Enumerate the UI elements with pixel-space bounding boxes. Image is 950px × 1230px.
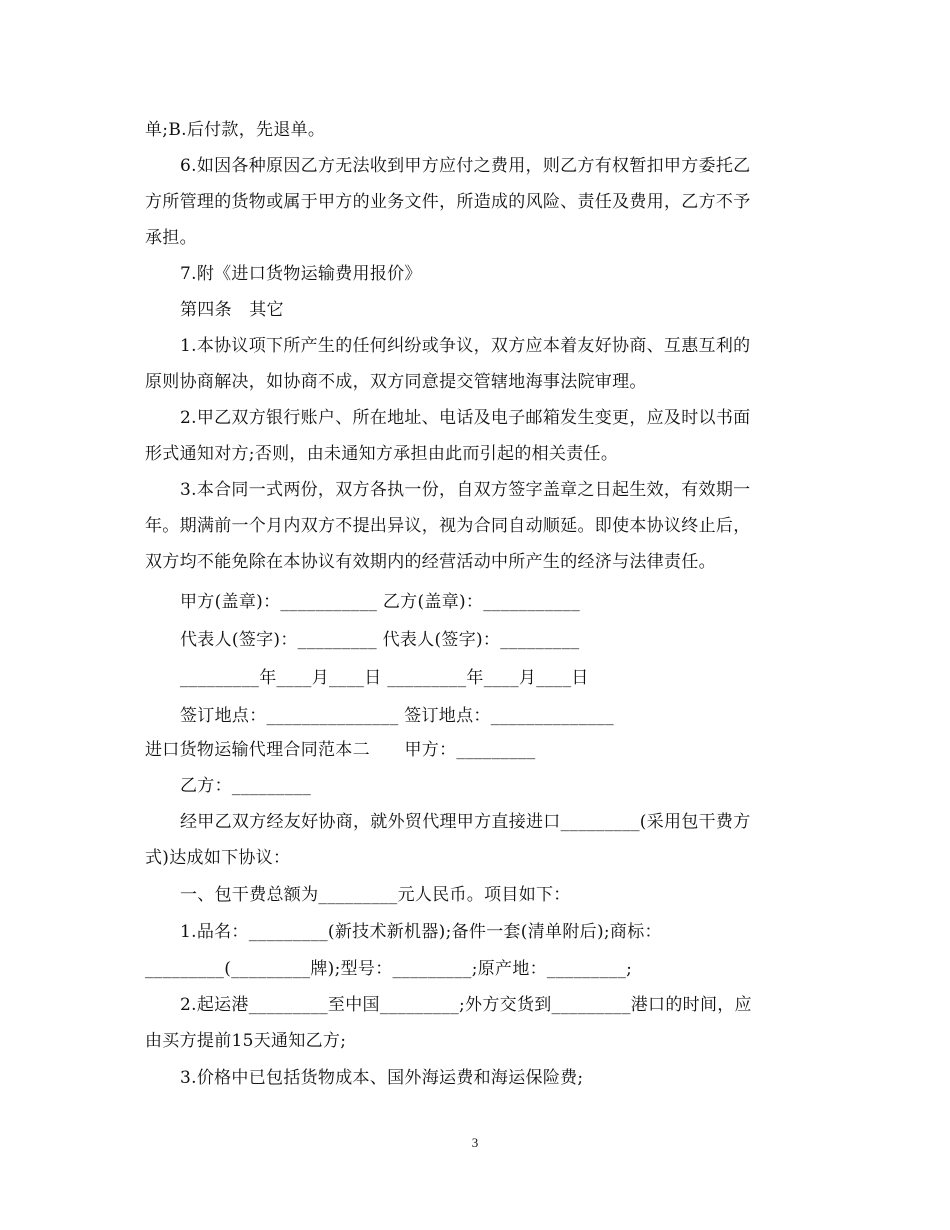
text-line: 由买方提前15天通知乙方;	[145, 1031, 347, 1051]
text-line: 方所管理的货物或属于甲方的业务文件，所造成的风险、责任及费用，乙方不予	[145, 192, 751, 212]
signature-line-seal: 甲方(盖章)：___________ 乙方(盖章)：___________	[180, 592, 581, 612]
page-number: 3	[471, 1135, 479, 1150]
text-line: 承担。	[145, 228, 197, 248]
text-line: 3.本合同一式两份，双方各执一份，自双方签字盖章之日起生效，有效期一	[180, 480, 751, 500]
text-line: 7.附《进口货物运输费用报价》	[180, 264, 422, 284]
text-line: 双方均不能免除在本协议有效期内的经营活动中所产生的经济与法律责任。	[145, 552, 716, 572]
section-heading: 第四条 其它	[180, 300, 284, 320]
text-line: 1.本协议项下所产生的任何纠纷或争议，双方应本着友好协商、互惠互利的	[180, 336, 751, 356]
text-line: 单;B.后付款，先退单。	[145, 120, 326, 140]
signature-line-place: 签订地点：_______________ 签订地点：______________	[180, 706, 614, 726]
text-line: 经甲乙双方经友好协商，就外贸代理甲方直接进口_________(采用包干费方	[180, 812, 751, 832]
signature-line-representative: 代表人(签字)：_________ 代表人(签字)：_________	[180, 630, 580, 650]
text-line: 年。期满前一个月内双方不提出异议，视为合同自动顺延。即使本协议终止后，	[145, 516, 751, 536]
text-line: 2.起运港_________至中国_________;外方交货到_________港口的时间，应	[180, 995, 752, 1015]
contract-title-line: 进口货物运输代理合同范本二 甲方：_________	[145, 740, 536, 760]
text-line: _________(_________牌);型号：_________;原产地：_________;	[145, 959, 633, 979]
signature-line-date: _________年____月____日 _________年____月____日	[180, 668, 589, 688]
text-line: 1.品名：_________(新技术新机器);备件一套(清单附后);商标：	[180, 922, 662, 942]
text-line: 乙方：_________	[180, 776, 312, 796]
text-line: 形式通知对方;否则，由未通知方承担由此而引起的相关责任。	[145, 444, 619, 464]
text-line: 式)达成如下协议：	[145, 848, 291, 868]
text-line: 3.价格中已包括货物成本、国外海运费和海运保险费;	[180, 1068, 584, 1088]
text-line: 一、包干费总额为_________元人民币。项目如下：	[180, 885, 571, 905]
text-line: 6.如因各种原因乙方无法收到甲方应付之费用，则乙方有权暂扣甲方委托乙	[180, 156, 751, 176]
text-line: 2.甲乙双方银行账户、所在地址、电话及电子邮箱发生变更，应及时以书面	[180, 408, 751, 428]
text-line: 原则协商解决，如协商不成，双方同意提交管辖地海事法院审理。	[145, 372, 647, 392]
